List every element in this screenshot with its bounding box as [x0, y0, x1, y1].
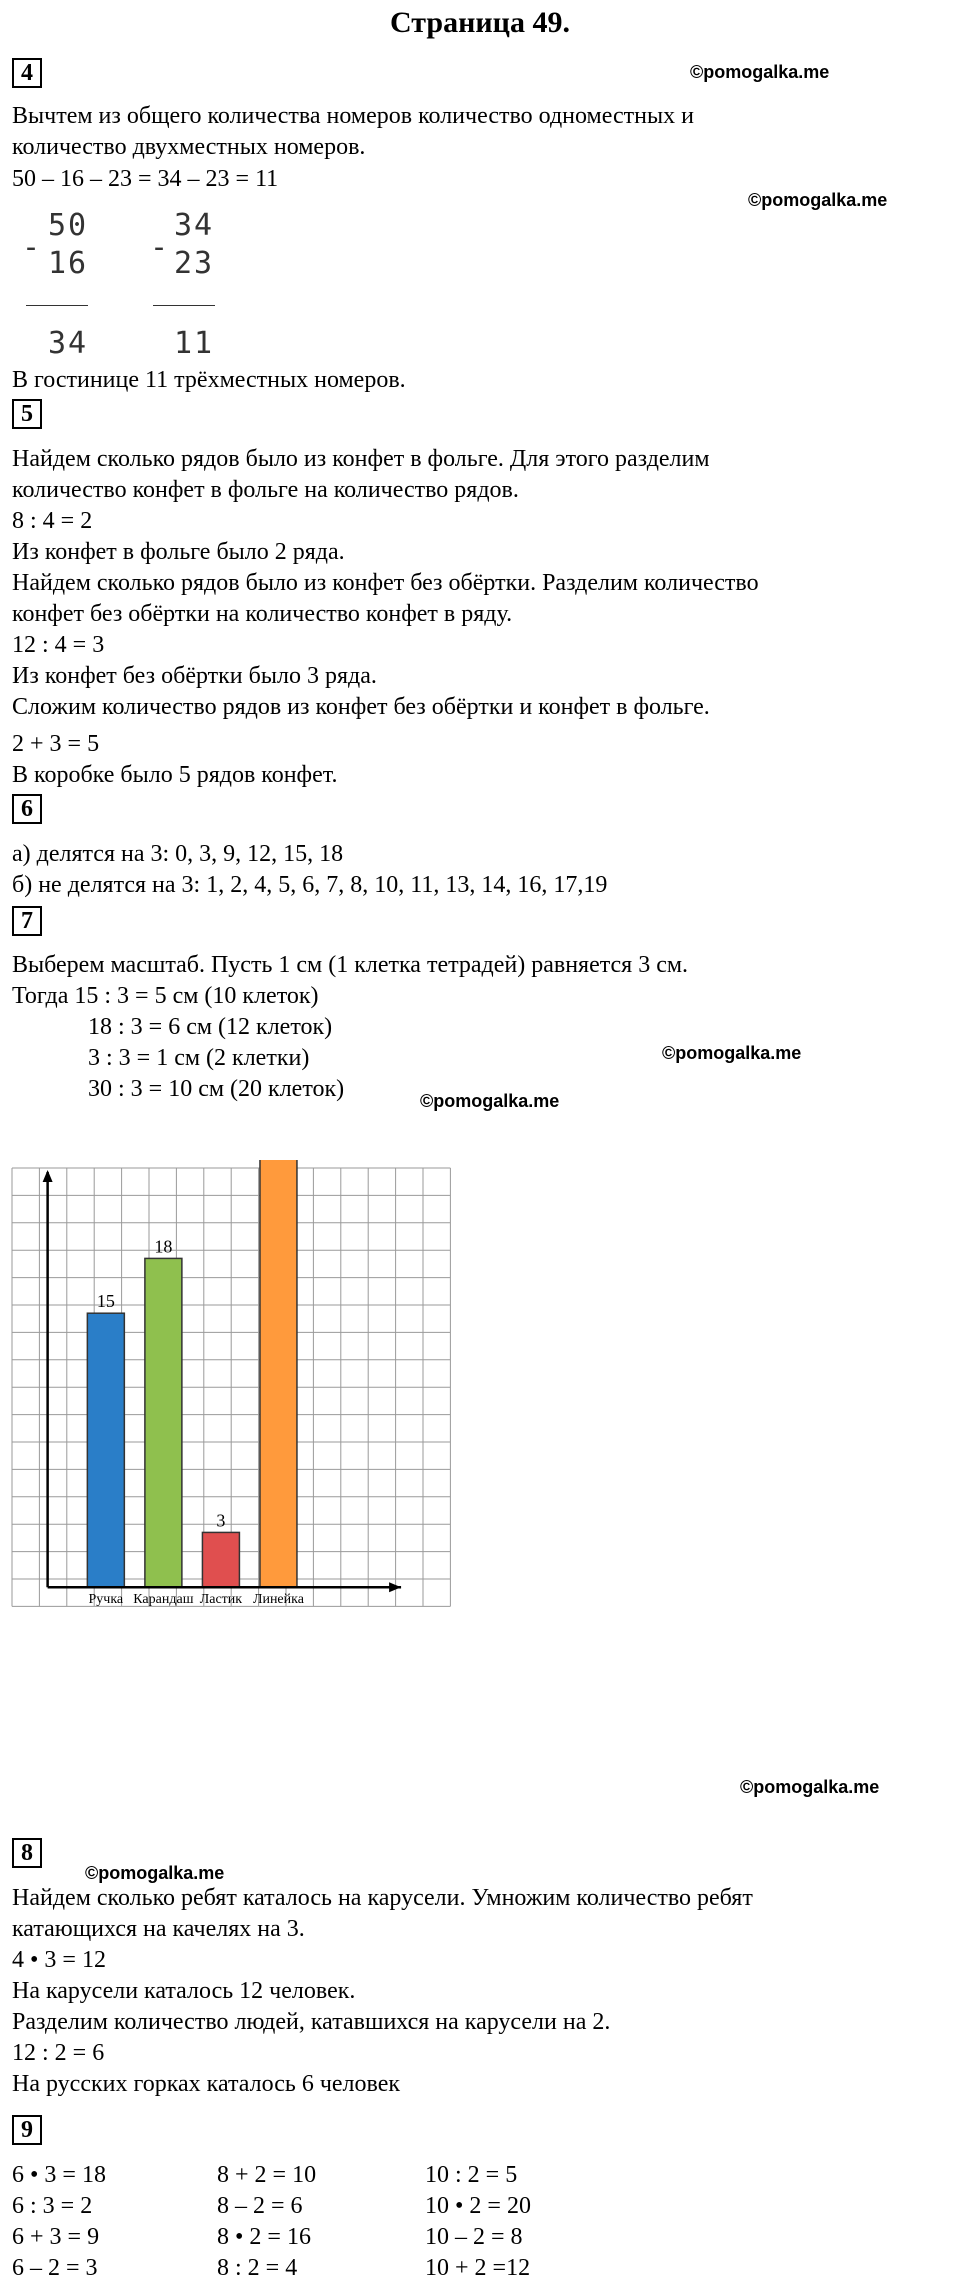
- task9-expression: 8 • 2 = 16: [217, 2224, 311, 2250]
- task-number: 6: [12, 794, 42, 824]
- task9-expression: 6 – 2 = 3: [12, 2255, 98, 2281]
- task7-text: 30 : 3 = 10 см (20 клеток): [88, 1076, 345, 1102]
- watermark: ©pomogalka.me: [748, 190, 888, 210]
- bar-value-label: 18: [154, 1236, 173, 1257]
- x-axis-arrow: [389, 1582, 401, 1592]
- minus-sign: -: [22, 230, 43, 265]
- task9-expression: 10 • 2 = 20: [425, 2193, 531, 2219]
- difference: 34: [48, 326, 89, 361]
- task4-text: Вычтем из общего количества номеров количество одноместных и: [12, 103, 694, 129]
- task9-expression: 8 – 2 = 6: [217, 2193, 303, 2219]
- minus-sign: -: [150, 230, 171, 265]
- task8-text: 4 • 3 = 12: [12, 1947, 106, 1973]
- task-number: 9: [12, 2115, 42, 2145]
- chart-bar: [87, 1313, 124, 1587]
- task5-text: Найдем сколько рядов было из конфет в фольге. Для этого разделим: [12, 446, 710, 472]
- result-line: [26, 305, 88, 306]
- result-line: [153, 305, 215, 306]
- chart-bar: [202, 1532, 239, 1587]
- task-number: 8: [12, 1838, 42, 1868]
- task9-expression: 10 + 2 =12: [425, 2255, 531, 2281]
- task4-text: количество двухместных номеров.: [12, 134, 366, 160]
- task7-text: Выберем масштаб. Пусть 1 см (1 клетка тетрадей) равняется 3 см.: [12, 952, 689, 978]
- minuend: 34: [174, 208, 215, 243]
- difference: 11: [174, 326, 215, 361]
- task8-text: Разделим количество людей, катавшихся на карусели на 2.: [12, 2009, 611, 2035]
- watermark: ©pomogalka.me: [740, 1777, 880, 1797]
- task6-text: а) делятся на 3: 0, 3, 9, 12, 15, 18: [12, 841, 344, 867]
- subtrahend: 16: [48, 246, 89, 281]
- chart-bar: [145, 1258, 182, 1587]
- task9-expression: 6 • 3 = 18: [12, 2162, 106, 2188]
- task8-text: катающихся на качелях на 3.: [12, 1916, 305, 1942]
- task5-text: 2 + 3 = 5: [12, 731, 100, 757]
- task8-text: Найдем сколько ребят каталось на карусели. Умножим количество ребят: [12, 1885, 753, 1911]
- category-label: Ручка: [88, 1592, 124, 1608]
- task8-text: На русских горках каталось 6 человек: [12, 2071, 401, 2097]
- task5-text: Из конфет в фольге было 2 ряда.: [12, 539, 345, 565]
- task8-text: 12 : 2 = 6: [12, 2040, 105, 2066]
- watermark: ©pomogalka.me: [690, 62, 830, 82]
- task7-text: 18 : 3 = 6 см (12 клеток): [88, 1014, 333, 1040]
- task9-expression: 10 – 2 = 8: [425, 2224, 523, 2250]
- task4-answer: В гостинице 11 трёхместных номеров.: [12, 367, 406, 393]
- minuend: 50: [48, 208, 89, 243]
- bar-value-label: 15: [96, 1291, 115, 1312]
- task5-text: Из конфет без обёртки было 3 ряда.: [12, 663, 377, 689]
- task5-text: Найдем сколько рядов было из конфет без обёртки. Разделим количество: [12, 570, 759, 596]
- task9-expression: 8 + 2 = 10: [217, 2162, 317, 2188]
- category-label: Линейка: [252, 1592, 304, 1608]
- task-number: 4: [12, 58, 42, 88]
- watermark: ©pomogalka.me: [420, 1091, 560, 1111]
- task9-expression: 6 + 3 = 9: [12, 2224, 100, 2250]
- task5-text: В коробке было 5 рядов конфет.: [12, 762, 338, 788]
- watermark: ©pomogalka.me: [85, 1863, 225, 1883]
- task5-text: Сложим количество рядов из конфет без обёртки и конфет в фольге.: [12, 694, 710, 720]
- task5-text: количество конфет в фольге на количество рядов.: [12, 477, 519, 503]
- task-number: 5: [12, 399, 42, 429]
- task5-text: конфет без обёртки на количество конфет в ряду.: [12, 601, 513, 627]
- task9-expression: 6 : 3 = 2: [12, 2193, 93, 2219]
- category-label: Ластик: [199, 1592, 243, 1608]
- subtrahend: 23: [174, 246, 215, 281]
- task4-expression: 50 – 16 – 23 = 34 – 23 = 11: [12, 166, 279, 192]
- task8-text: На карусели каталось 12 человек.: [12, 1978, 356, 2004]
- bar-value-label: 3: [216, 1510, 226, 1531]
- task-number: 7: [12, 906, 42, 936]
- task9-expression: 10 : 2 = 5: [425, 2162, 518, 2188]
- task6-text: б) не делятся на 3: 1, 2, 4, 5, 6, 7, 8, 10, 11, 13, 14, 16, 17,19: [12, 872, 608, 898]
- task5-text: 12 : 4 = 3: [12, 632, 105, 658]
- y-axis-arrow: [43, 1170, 53, 1182]
- task7-text: Тогда 15 : 3 = 5 см (10 клеток): [12, 983, 319, 1009]
- chart-bars: [87, 1160, 304, 1607]
- task7-text: 3 : 3 = 1 см (2 клетки): [88, 1045, 310, 1071]
- watermark: ©pomogalka.me: [662, 1043, 802, 1063]
- page-title: Страница 49.: [390, 6, 570, 39]
- bar-chart: [0, 1160, 650, 1810]
- task9-expression: 8 : 2 = 4: [217, 2255, 298, 2281]
- category-label: Карандаш: [133, 1592, 194, 1608]
- chart-bar: [260, 1160, 297, 1587]
- task5-text: 8 : 4 = 2: [12, 508, 93, 534]
